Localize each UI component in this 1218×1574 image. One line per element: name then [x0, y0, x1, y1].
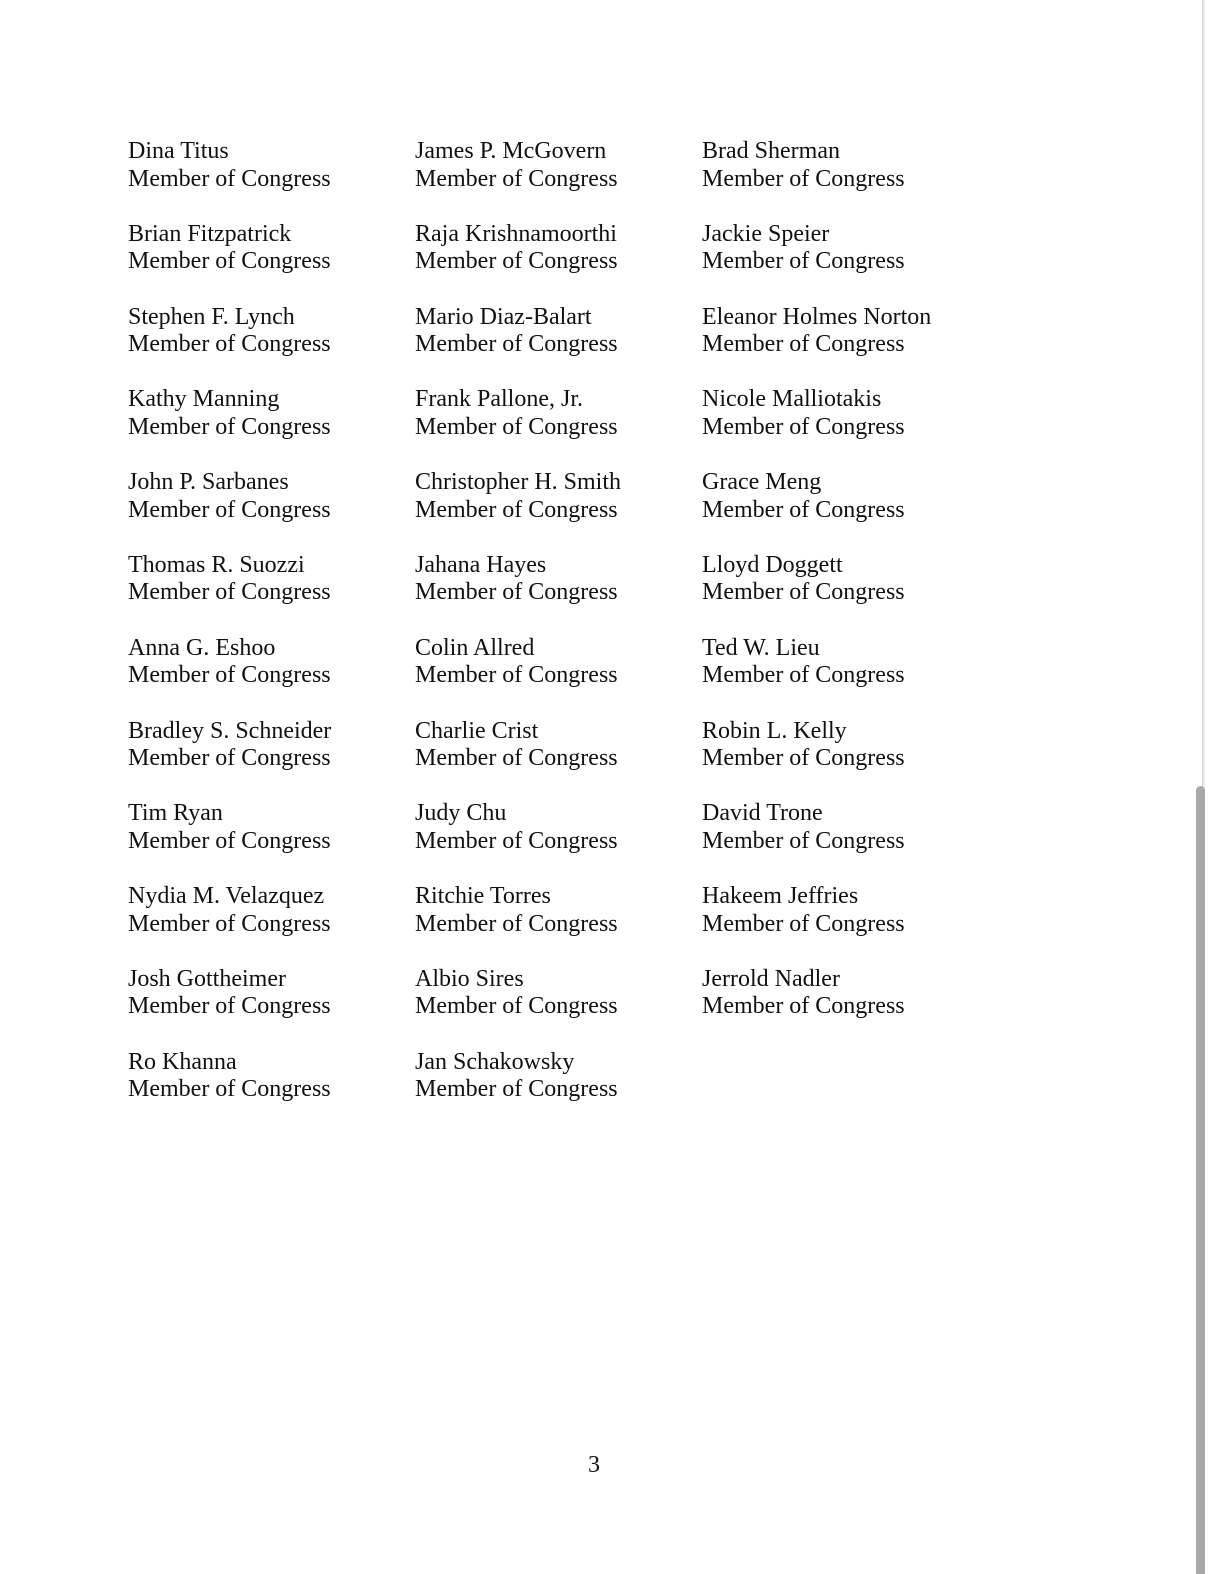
page-number: 3 [588, 1452, 600, 1478]
signer-name: Brad Sherman [702, 138, 840, 164]
signer-title: Member of Congress [415, 496, 618, 523]
signature-block [702, 221, 982, 304]
signer-title: Member of Congress [702, 910, 905, 937]
signature-block [128, 635, 408, 718]
signature-column [415, 138, 695, 1132]
signer-title: Member of Congress [128, 331, 331, 358]
signer-name: Albio Sires [415, 965, 524, 992]
signer-name: Eleanor Holmes Norton [702, 303, 932, 330]
signer-title: Member of Congress [128, 248, 331, 275]
signer-title: Member of Congress [415, 993, 618, 1020]
signer-title: Member of Congress [128, 827, 331, 854]
signature-block [702, 469, 982, 552]
signer-title: Member of Congress [128, 910, 331, 937]
signer-title: Member of Congress [702, 413, 905, 440]
signature-block [415, 469, 695, 552]
signer-title: Member of Congress [702, 579, 905, 606]
signer-name: Lloyd Doggett [702, 551, 843, 578]
signer-name: John P. Sarbanes [128, 469, 289, 496]
signer-title: Member of Congress [415, 910, 618, 937]
signer-title: Member of Congress [415, 331, 618, 358]
signer-name: Charlie Crist [415, 717, 539, 744]
signature-block [415, 883, 695, 966]
signer-name: Stephen F. Lynch [128, 303, 295, 330]
signer-title: Member of Congress [415, 165, 618, 192]
signer-title: Member of Congress [702, 496, 905, 523]
signer-name: Frank Pallone, Jr. [415, 386, 583, 413]
signature-block [128, 552, 408, 635]
signature-block [128, 966, 408, 1049]
signer-name: Robin L. Kelly [702, 717, 847, 744]
signer-name: Jerrold Nadler [702, 965, 840, 992]
signature-block [128, 469, 408, 552]
signer-name: Brian Fitzpatrick [128, 220, 292, 247]
signature-block [128, 304, 408, 387]
signer-title: Member of Congress [128, 993, 331, 1020]
signer-title: Member of Congress [702, 745, 905, 772]
signer-name: Tim Ryan [128, 800, 223, 827]
signature-block [415, 966, 695, 1049]
signer-title: Member of Congress [128, 496, 331, 523]
signer-title: Member of Congress [702, 331, 905, 358]
signature-column [702, 138, 982, 1049]
signer-title: Member of Congress [128, 413, 331, 440]
signature-block [128, 221, 408, 304]
signer-title: Member of Congress [702, 993, 905, 1020]
signer-name: Kathy Manning [128, 386, 280, 413]
signer-title: Member of Congress [415, 662, 618, 689]
signer-title: Member of Congress [415, 413, 618, 440]
signer-title: Member of Congress [415, 827, 618, 854]
signer-title: Member of Congress [128, 745, 331, 772]
signature-block [128, 800, 408, 883]
signature-block [702, 386, 982, 469]
signer-name: Hakeem Jeffries [702, 883, 859, 910]
signer-title: Member of Congress [415, 745, 618, 772]
signer-name: Ted W. Lieu [702, 634, 820, 661]
signer-name: Nicole Malliotakis [702, 386, 882, 413]
signer-name: Anna G. Eshoo [128, 634, 276, 661]
signature-block [702, 718, 982, 801]
signature-block [702, 552, 982, 635]
signature-block [702, 966, 982, 1049]
signature-block [415, 138, 695, 221]
signature-block [415, 635, 695, 718]
signer-title: Member of Congress [415, 248, 618, 275]
signer-title: Member of Congress [128, 1076, 331, 1103]
signature-block [128, 718, 408, 801]
signer-name: David Trone [702, 800, 823, 827]
signature-block [702, 304, 982, 387]
signature-block [128, 883, 408, 966]
scrollbar-thumb[interactable] [1196, 786, 1205, 1574]
signer-name: Grace Meng [702, 469, 822, 496]
signature-block [415, 718, 695, 801]
signer-title: Member of Congress [702, 827, 905, 854]
signer-title: Member of Congress [128, 165, 331, 192]
signer-name: Thomas R. Suozzi [128, 551, 305, 578]
signer-title: Member of Congress [128, 579, 331, 606]
signer-name: Ro Khanna [128, 1048, 237, 1075]
signer-name: Jackie Speier [702, 220, 830, 247]
signature-block [415, 386, 695, 469]
signer-name: Colin Allred [415, 634, 535, 661]
signer-name: James P. McGovern [415, 138, 607, 164]
signature-block [702, 138, 982, 221]
signature-block [128, 138, 408, 221]
signer-name: Josh Gottheimer [128, 965, 286, 992]
signer-title: Member of Congress [415, 579, 618, 606]
signer-title: Member of Congress [702, 248, 905, 275]
signature-block [415, 1049, 695, 1132]
signer-name: Raja Krishnamoorthi [415, 220, 617, 247]
signature-column [128, 138, 408, 1132]
signer-title: Member of Congress [415, 1076, 618, 1103]
signer-name: Mario Diaz-Balart [415, 303, 592, 330]
signer-name: Dina Titus [128, 138, 229, 164]
signature-block [128, 386, 408, 469]
signer-title: Member of Congress [702, 662, 905, 689]
signature-block [702, 883, 982, 966]
signature-block [702, 800, 982, 883]
signer-name: Ritchie Torres [415, 883, 551, 910]
signature-block [415, 221, 695, 304]
signature-block [702, 635, 982, 718]
signature-block [415, 552, 695, 635]
signature-block [128, 1049, 408, 1132]
signer-name: Christopher H. Smith [415, 469, 622, 496]
signer-name: Judy Chu [415, 800, 507, 827]
signature-block [415, 304, 695, 387]
signer-name: Jahana Hayes [415, 551, 547, 578]
signer-name: Jan Schakowsky [415, 1048, 575, 1075]
signer-title: Member of Congress [702, 165, 905, 192]
signer-name: Bradley S. Schneider [128, 717, 332, 744]
signer-title: Member of Congress [128, 662, 331, 689]
signature-block [415, 800, 695, 883]
signer-name: Nydia M. Velazquez [128, 883, 325, 910]
